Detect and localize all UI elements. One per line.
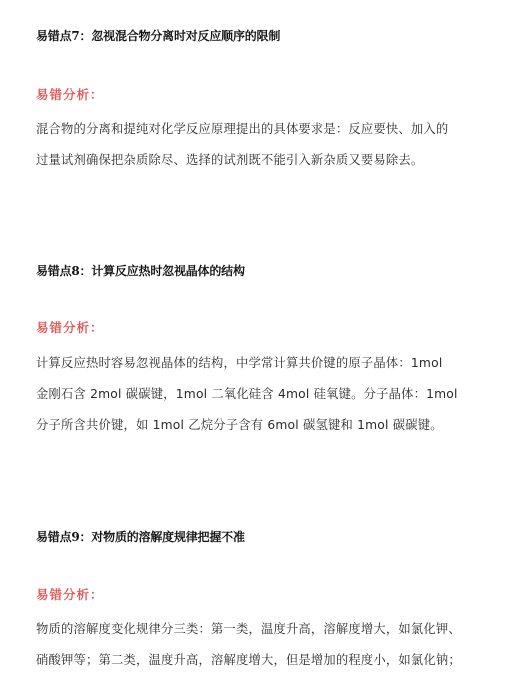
- section-body-line: 计算反应热时容易忽视晶体的结构，中学常计算共价键的原子晶体：1mol: [36, 356, 443, 370]
- section-body-line: 硝酸钾等；第二类，温度升高，溶解度增大，但是增加的程度小，如氯化钠；: [36, 653, 461, 667]
- section-body-line: 物质的溶解度变化规律分三类：第一类，温度升高，溶解度增大，如氯化钾、: [36, 622, 461, 636]
- section-body-line: 分子所含共价键，如 1mol 乙烷分子含有 6mol 碳氢键和 1mol 碳碳键。: [36, 418, 443, 432]
- section-heading-8: 易错点8：计算反应热时忽视晶体的结构: [36, 264, 245, 278]
- section-body-line: 过量试剂确保把杂质除尽、选择的试剂既不能引入新杂质又要易除去。: [36, 153, 424, 167]
- section-label-9: 易错分析：: [36, 587, 104, 602]
- section-label-8: 易错分析：: [36, 320, 104, 335]
- section-label-7: 易错分析：: [36, 87, 104, 102]
- section-heading-7: 易错点7：忽视混合物分离时对反应顺序的限制: [36, 29, 281, 43]
- section-body-line: 混合物的分离和提纯对化学反应原理提出的具体要求是：反应要快、加入的: [36, 122, 449, 136]
- section-body-line: 金刚石含 2mol 碳碳键，1mol 二氧化硅含 4mol 硅氧键。分子晶体：1mol: [36, 387, 458, 401]
- section-heading-9: 易错点9：对物质的溶解度规律把握不准: [36, 530, 245, 544]
